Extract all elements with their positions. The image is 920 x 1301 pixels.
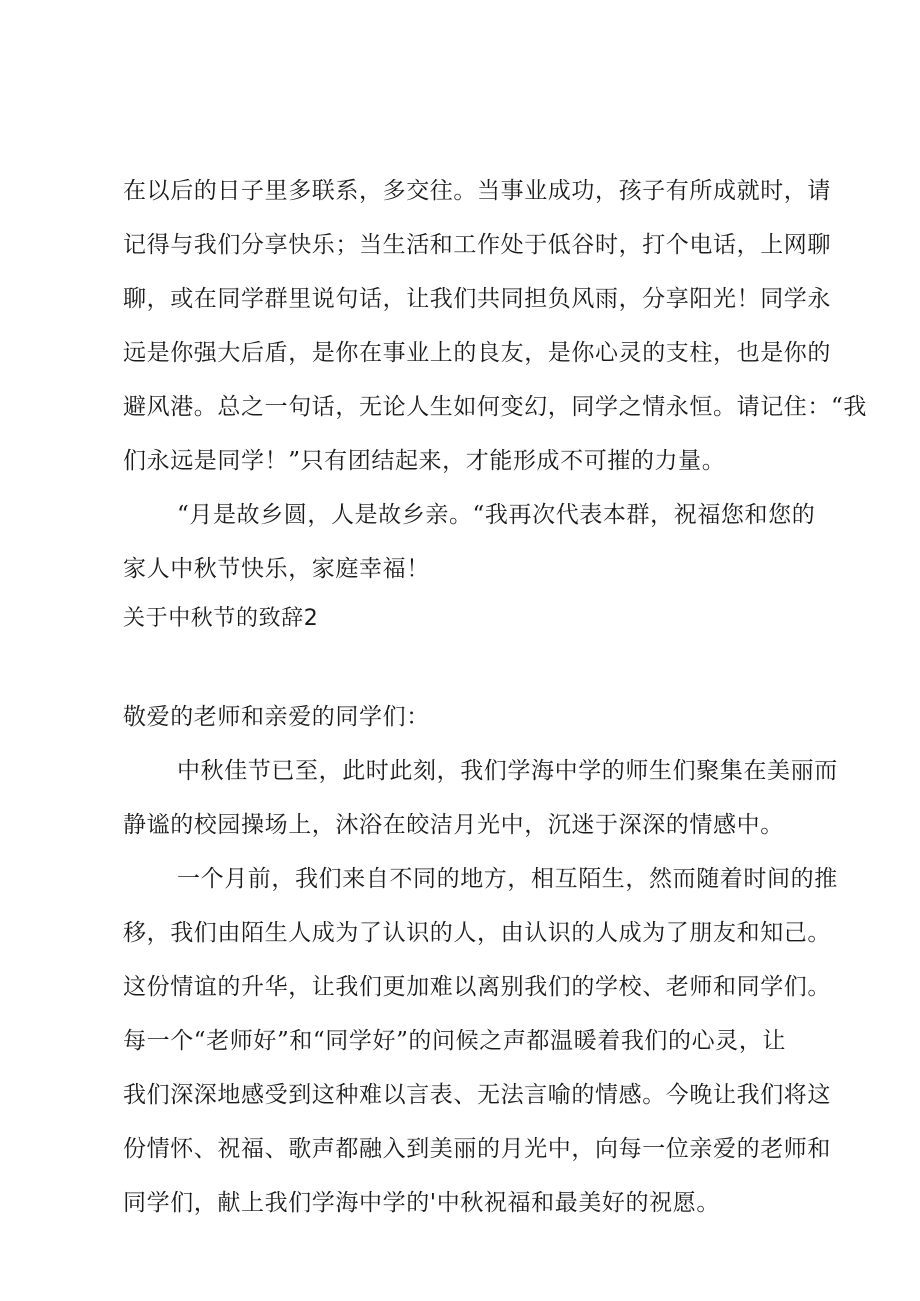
section-title: 关于中秋节的致辞2: [123, 606, 319, 631]
text-line: “月是故乡圆，人是故乡亲。“我再次代表本群，祝福您和您的: [177, 502, 816, 528]
text-line: 家人中秋节快乐，家庭幸福！: [123, 556, 430, 582]
text-line: 中秋佳节已至，此时此刻，我们学海中学的师生们聚集在美丽而: [177, 758, 838, 784]
text-line: 避风港。总之一句话，无论人生如何变幻，同学之情永恒。请记住：“我: [123, 394, 867, 420]
text-line: 同学们，献上我们学海中学的'中秋祝福和最美好的祝愿。: [123, 1190, 720, 1216]
text-line: 我们深深地感受到这种难以言表、无法言喻的情感。今晚让我们将这: [123, 1082, 831, 1108]
text-line: 这份情谊的升华，让我们更加难以离别我们的学校、老师和同学们。: [123, 974, 831, 1000]
text-line: 每一个“老师好”和“同学好”的问候之声都温暖着我们的心灵，让: [123, 1028, 787, 1054]
text-line: 一个月前，我们来自不同的地方，相互陌生，然而随着时间的推: [177, 866, 838, 892]
text-line: 们永远是同学！”只有团结起来，才能形成不可摧的力量。: [123, 448, 726, 474]
text-line: 静谧的校园操场上，沐浴在皎洁月光中，沉迷于深深的情感中。: [123, 812, 784, 838]
salutation: 敬爱的老师和亲爱的同学们：: [123, 704, 430, 730]
text-line: 移，我们由陌生人成为了认识的人，由认识的人成为了朋友和知己。: [123, 920, 831, 946]
text-line: 记得与我们分享快乐；当生活和工作处于低谷时，打个电话，上网聊: [123, 232, 831, 258]
text-line: 在以后的日子里多联系，多交往。当事业成功，孩子有所成就时，请: [123, 178, 831, 204]
text-line: 远是你强大后盾，是你在事业上的良友，是你心灵的支柱，也是你的: [123, 340, 831, 366]
text-line: 聊，或在同学群里说句话，让我们共同担负风雨，分享阳光！同学永: [123, 286, 831, 312]
text-line: 份情怀、祝福、歌声都融入到美丽的月光中，向每一位亲爱的老师和: [123, 1136, 831, 1162]
